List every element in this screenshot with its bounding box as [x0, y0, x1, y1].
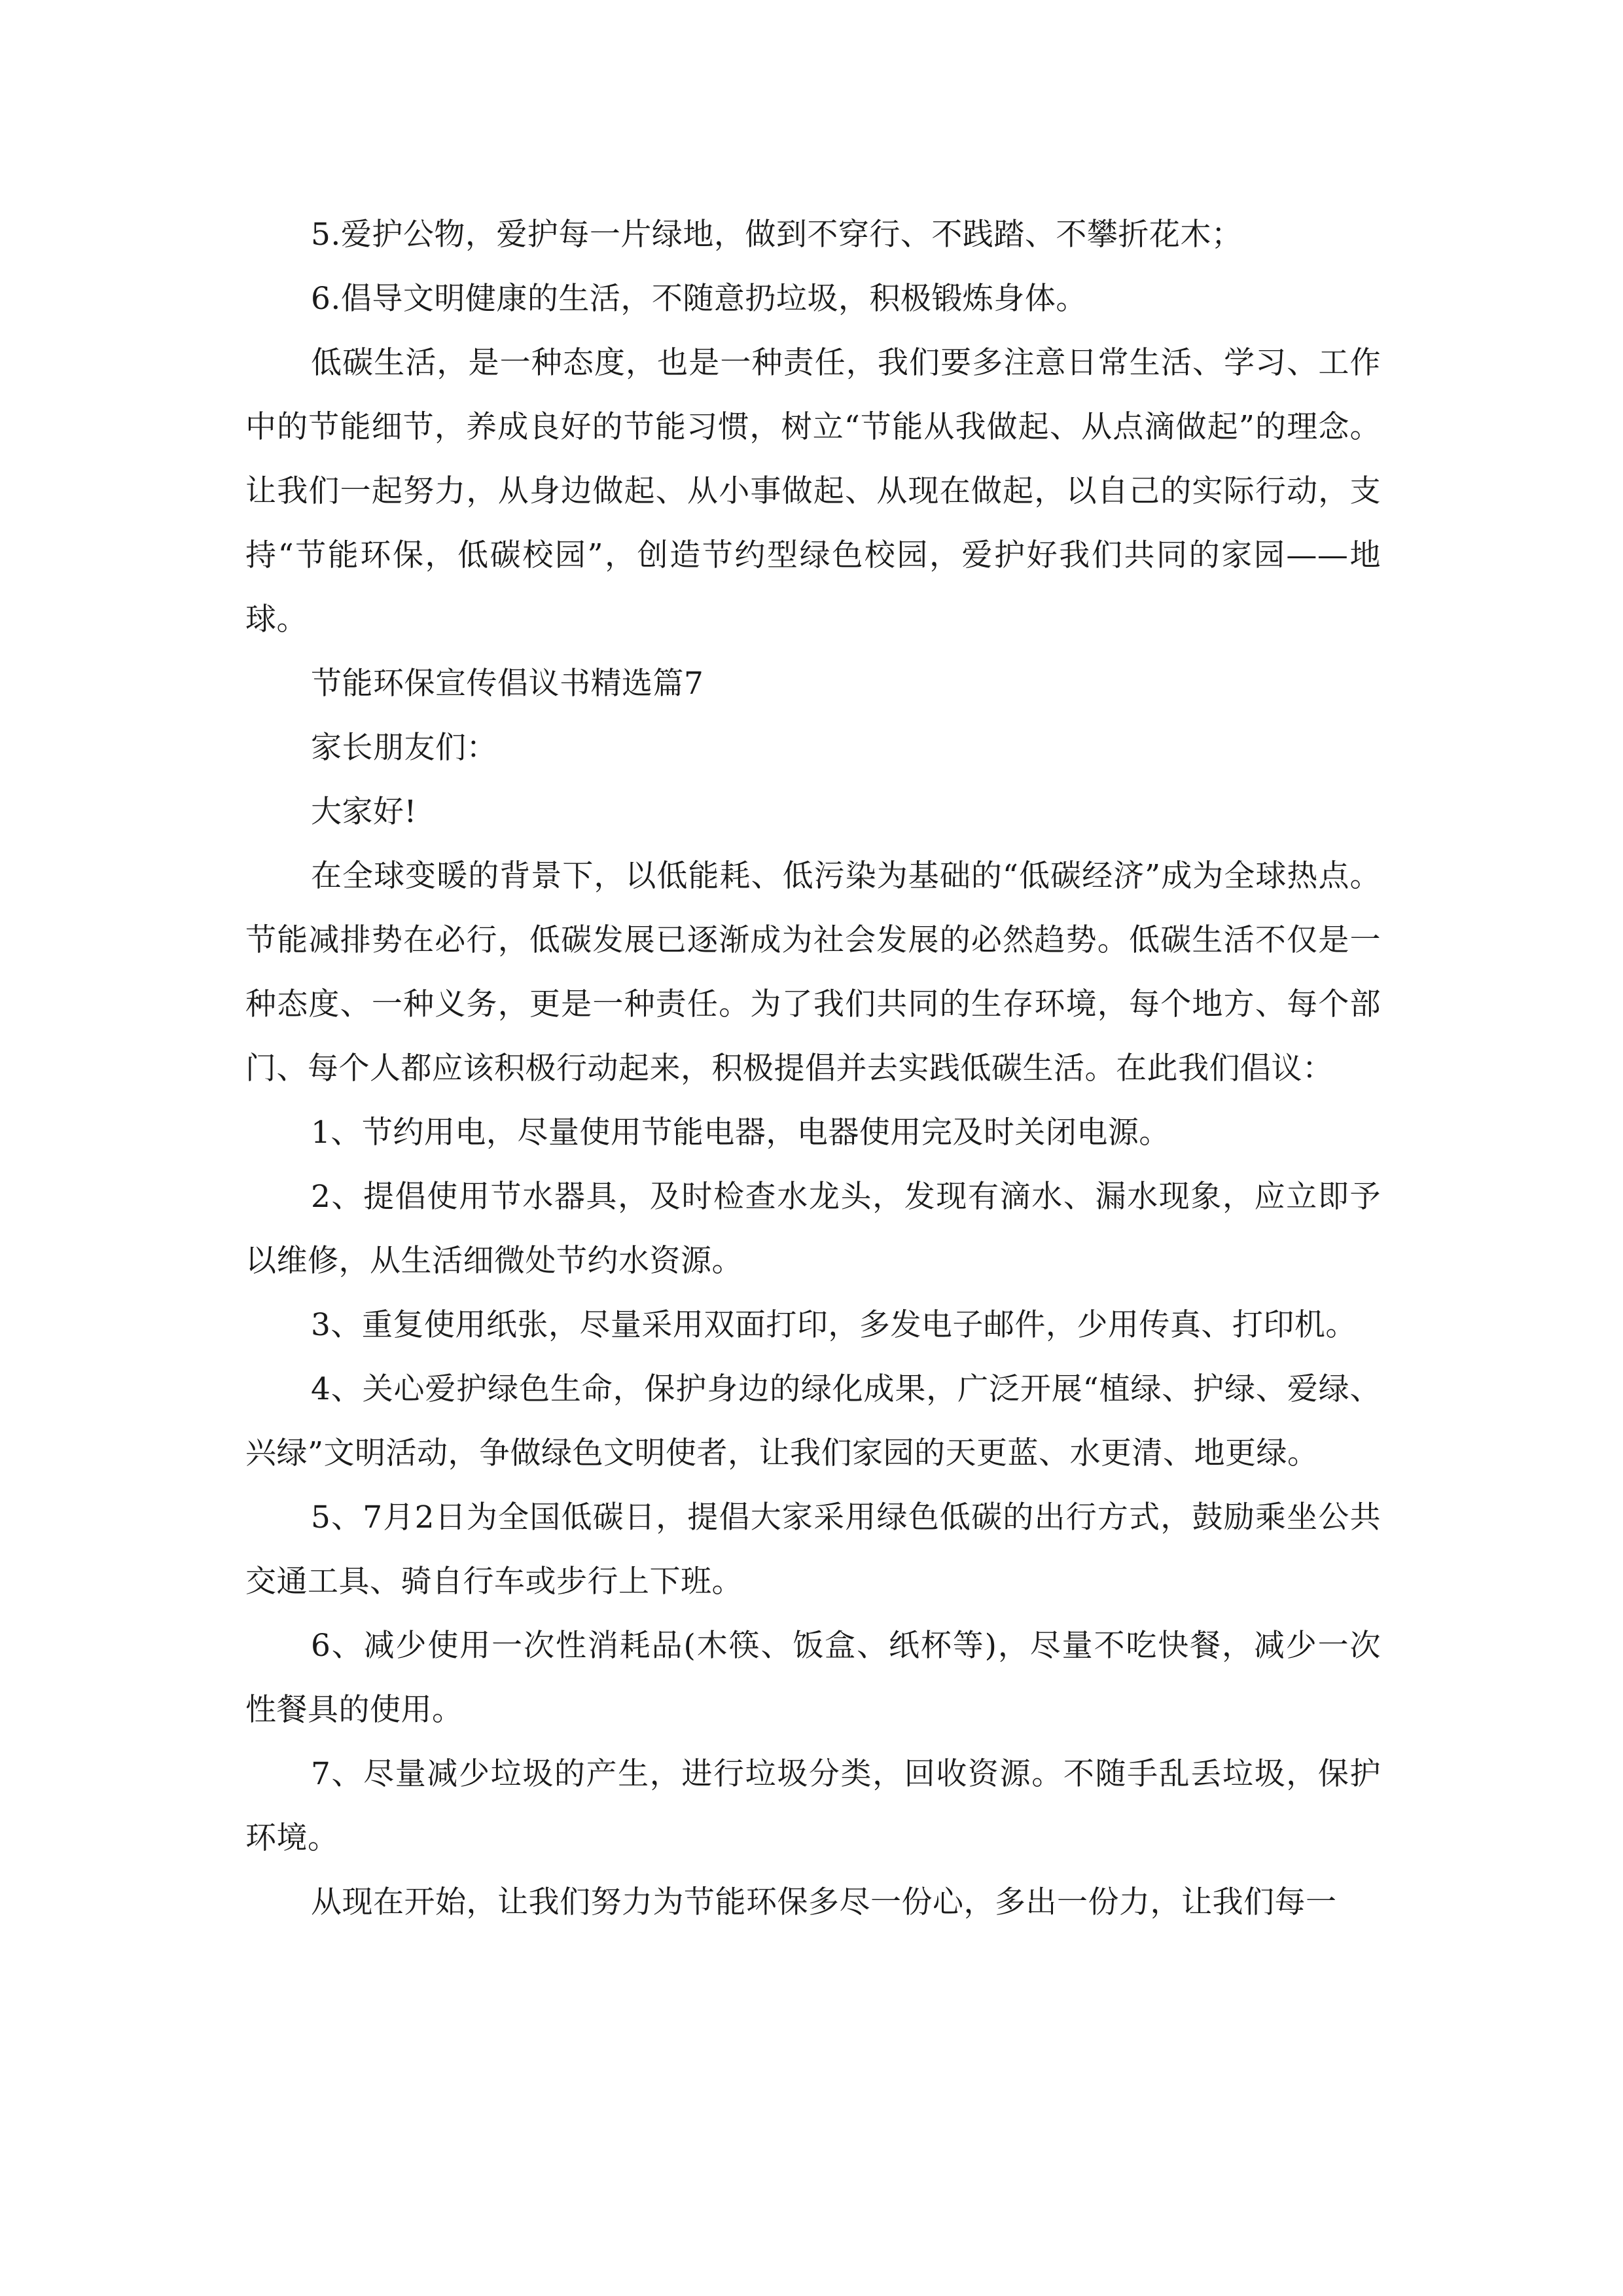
paragraph-item-5: 5.爱护公物，爱护每一片绿地，做到不穿行、不践踏、不攀折花木；: [311, 217, 1243, 253]
proposal-item-2: 2、提倡使用节水器具，及时检查水龙头，发现有滴水、漏水现象，应立即予以维修，从生活细微处节约水资源。: [245, 1179, 1381, 1279]
proposal-item-3: 3、重复使用纸张，尽量采用双面打印，多发电子邮件，少用传真、打印机。: [311, 1307, 1357, 1343]
proposal-item-6: 6、减少使用一次性消耗品(木筷、饭盒、纸杯等)，尽量不吃快餐，减少一次性餐具的使用。: [245, 1628, 1381, 1728]
paragraph-low-carbon-attitude: 低碳生活，是一种态度，也是一种责任，我们要多注意日常生活、学习、工作中的节能细节，养成良好的节能习惯，树立“节能从我做起、从点滴做起”的理念。让我们一起努力，从身边做起、从小事做起、从现在做起，以自己的实际行动，支持“节能环保，低碳校园”，创造节约型绿色校园，爱护好我们共同的家园——地球。: [245, 345, 1381, 637]
proposal-item-7: 7、尽量减少垃圾的产生，进行垃圾分类，回收资源。不随手乱丢垃圾，保护环境。: [245, 1756, 1381, 1856]
proposal-item-5: 5、7月2日为全国低碳日，提倡大家采用绿色低碳的出行方式，鼓励乘坐公共交通工具、骑自行车或步行上下班。: [245, 1499, 1381, 1600]
salutation: 家长朋友们：: [311, 730, 497, 766]
document-body: [245, 203, 1381, 1935]
paragraph-item-6: 6.倡导文明健康的生活，不随意扔垃圾，积极锻炼身体。: [311, 281, 1087, 317]
proposal-item-1: 1、节约用电，尽量使用节能电器，电器使用完及时关闭电源。: [311, 1115, 1170, 1151]
paragraph-closing: 从现在开始，让我们努力为节能环保多尽一份心，多出一份力，让我们每一: [311, 1884, 1337, 1920]
section-heading: 节能环保宣传倡议书精选篇7: [311, 666, 704, 702]
paragraph-intro: 在全球变暖的背景下，以低能耗、低污染为基础的“低碳经济”成为全球热点。节能减排势在必行，低碳发展已逐渐成为社会发展的必然趋势。低碳生活不仅是一种态度、一种义务，更是一种责任。为了我们共同的生存环境，每个地方、每个部门、每个人都应该积极行动起来，积极提倡并去实践低碳生活。在此我们倡议：: [245, 858, 1381, 1086]
greeting: 大家好!: [311, 794, 417, 830]
proposal-item-4: 4、关心爱护绿色生命，保护身边的绿化成果，广泛开展“植绿、护绿、爱绿、兴绿”文明活动，争做绿色文明使者，让我们家园的天更蓝、水更清、地更绿。: [245, 1371, 1381, 1471]
